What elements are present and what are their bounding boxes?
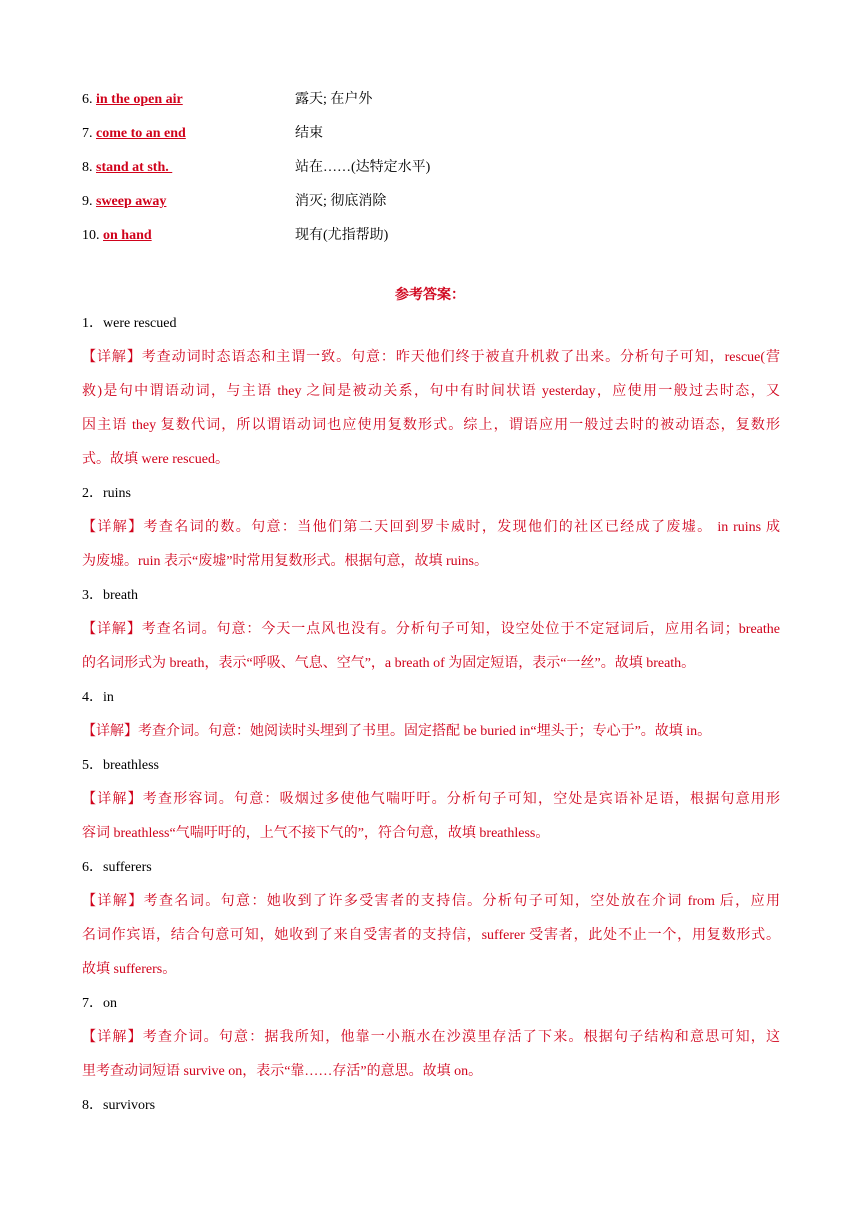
- phrase-english: stand at sth.: [96, 160, 173, 175]
- explanation-line: 【详解】考查介词。句意：她阅读时头埋到了书里。固定搭配 be buried in“埋头于；专心于”。故填 in。: [82, 724, 712, 739]
- answer-list: [82, 311, 780, 1127]
- answer-explanation: [82, 889, 780, 983]
- answer-explanation: [82, 787, 780, 847]
- answer-explanation: [82, 345, 780, 473]
- explanation-line: 【详解】考查名词。句意：今天一点风也没有。分析句子可知，设空处位于不定冠词后，应用名词；breathe: [82, 622, 780, 637]
- explanation-line: 为废墟。ruin 表示“废墟”时常用复数形式。根据句意，故填 ruins。: [82, 554, 488, 569]
- answer-item: 1．were rescued: [82, 316, 177, 331]
- phrase-english: sweep away: [96, 194, 167, 209]
- answer-explanation: [82, 719, 780, 745]
- answers-heading: 参考答案：: [395, 288, 465, 303]
- phrase-number: 9.: [82, 194, 93, 209]
- phrase-chinese: 站在……(达特定水平): [295, 160, 431, 175]
- explanation-line: 式。故填 were rescued。: [82, 452, 229, 467]
- answer-explanation: [82, 515, 780, 575]
- phrase-english: in the open air: [96, 92, 183, 107]
- phrase-row: [82, 121, 782, 155]
- explanation-line: 【详解】考查形容词。句意：吸烟过多使他气喘吁吁。分析句子可知，空处是宾语补足语，根据句意用形: [82, 792, 780, 807]
- explanation-line: 里考查动词短语 survive on，表示“靠……存活”的意思。故填 on。: [82, 1064, 483, 1079]
- phrase-chinese: 露天; 在户外: [295, 92, 373, 107]
- explanation-line: 救)是句中谓语动词，与主语 they 之间是被动关系，句中有时间状语 yesterday，应使用一般过去时态，又: [82, 384, 780, 399]
- phrase-chinese: 消灭; 彻底消除: [295, 194, 387, 209]
- phrase-chinese: 结束: [295, 126, 323, 141]
- phrase-number: 8.: [82, 160, 93, 175]
- phrase-number: 6.: [82, 92, 93, 107]
- answer-item: 5．breathless: [82, 758, 159, 773]
- answer-explanation: [82, 617, 780, 677]
- phrase-english: on hand: [103, 228, 152, 243]
- phrase-row: [82, 155, 782, 189]
- phrase-row: [82, 223, 782, 257]
- explanation-line: 【详解】考查名词的数。句意：当他们第二天回到罗卡威时，发现他们的社区已经成了废墟。 in ruins 成: [82, 520, 780, 535]
- answer-item: 3．breath: [82, 588, 138, 603]
- explanation-line: 的名词形式为 breath，表示“呼吸、气息、空气”，a breath of 为固定短语，表示“一丝”。故填 breath。: [82, 656, 696, 671]
- explanation-line: 故填 sufferers。: [82, 962, 177, 977]
- phrase-row: [82, 189, 782, 223]
- answer-item: 8．survivors: [82, 1098, 156, 1113]
- answer-explanation: [82, 1025, 780, 1085]
- phrase-english: come to an end: [96, 126, 186, 141]
- phrase-number: 7.: [82, 126, 93, 141]
- explanation-line: 【详解】考查名词。句意：她收到了许多受害者的支持信。分析句子可知，空处放在介词 from 后，应用: [82, 894, 780, 909]
- phrase-number: 10.: [82, 228, 100, 243]
- answer-item: 2．ruins: [82, 486, 131, 501]
- answer-item: 4．in: [82, 690, 114, 705]
- phrase-row: [82, 87, 782, 121]
- explanation-line: 容词 breathless“气喘吁吁的，上气不接下气的”，符合句意，故填 breathless。: [82, 826, 550, 841]
- phrase-chinese: 现有(尤指帮助): [295, 228, 389, 243]
- answer-item: 7．on: [82, 996, 117, 1011]
- explanation-line: 因主语 they 复数代词，所以谓语动词也应使用复数形式。综上，谓语应用一般过去时的被动语态，复数形: [82, 418, 780, 433]
- explanation-line: 【详解】考查动词时态语态和主谓一致。句意：昨天他们终于被直升机救了出来。分析句子可知，rescue(营: [82, 350, 780, 365]
- phrase-list: [82, 87, 782, 257]
- explanation-line: 【详解】考查介词。句意：据我所知，他靠一小瓶水在沙漠里存活了下来。根据句子结构和意思可知，这: [82, 1030, 780, 1045]
- explanation-line: 名词作宾语，结合句意可知，她收到了来自受害者的支持信，sufferer 受害者，此处不止一个，用复数形式。: [82, 928, 780, 943]
- answer-item: 6．sufferers: [82, 860, 152, 875]
